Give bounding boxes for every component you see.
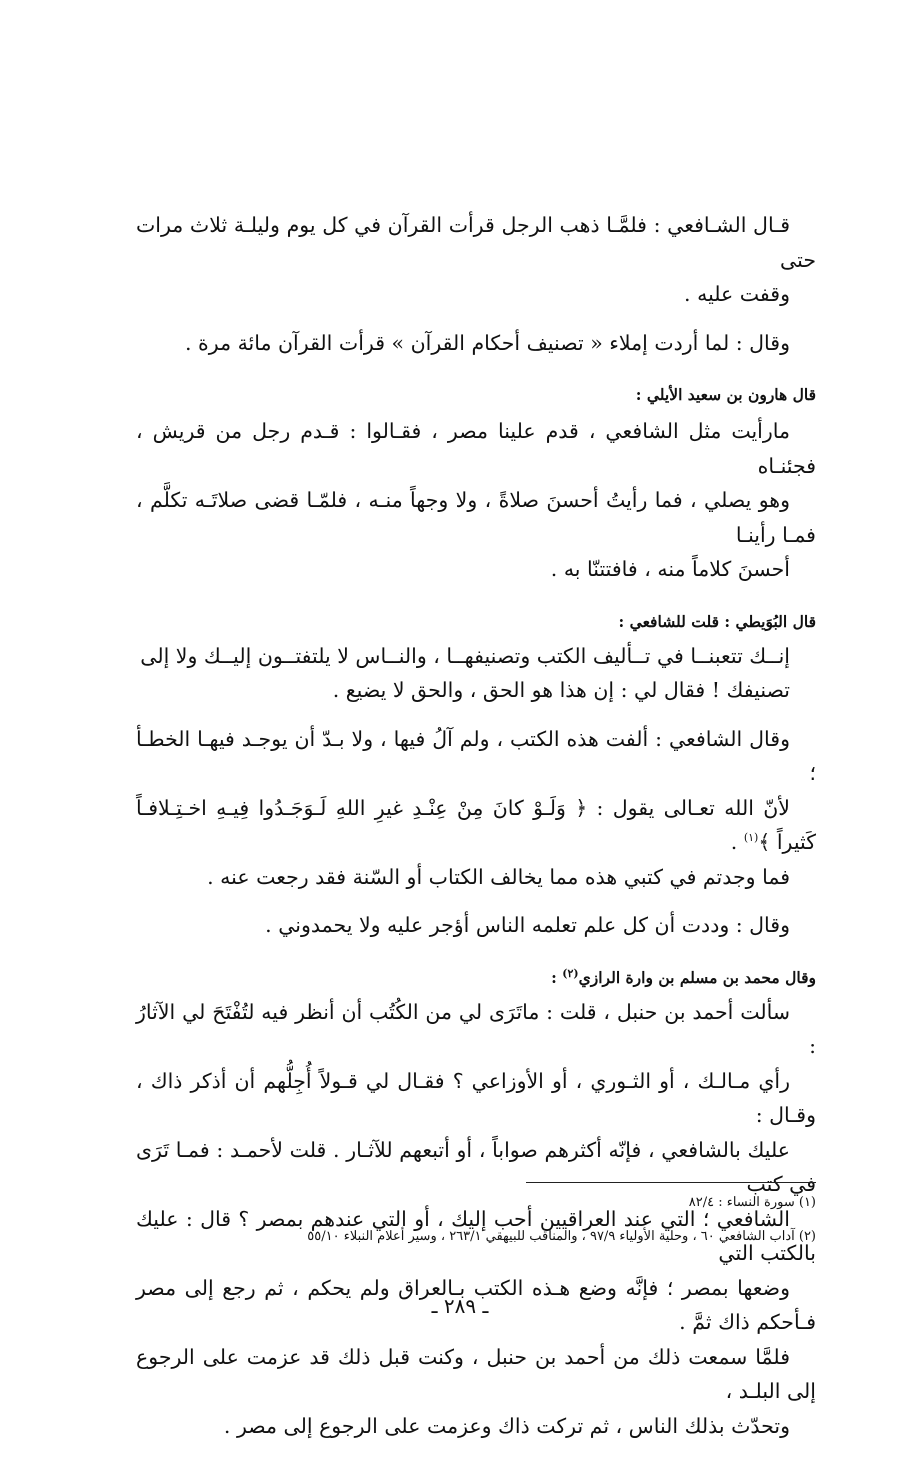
footnotes	[116, 1186, 816, 1254]
page-number: ـ ٢٨٩ ـ	[431, 1294, 489, 1318]
text-line: عليك بالشافعي ، فإنّه أكثرهم صواباً ، أو أتبعهم للآثـار . قلت لأحمـد : فمـا تَرَى في كتب	[136, 1137, 816, 1196]
text-line: فما وجدتم في كتبي هذه مما يخالف الكتاب أو السّنة فقد رجعت عنه .	[207, 864, 790, 889]
paragraph-buwayti	[136, 639, 816, 708]
main-text	[136, 208, 816, 1443]
text-line: رأي مـالـك ، أو الثـوري ، أو الأوزاعي ؟ فقـال لي قـولاً أُجِلُّهم أن أذكر ذاك ، وقـال :	[136, 1068, 816, 1127]
text-line: مارأيت مثل الشافعي ، قدم علينا مصر ، فقـالوا : قـدم رجل من قريش ، فجئنـاه	[136, 419, 816, 478]
line-end: .	[730, 830, 744, 854]
text-line	[136, 791, 816, 860]
text-line: سألت أحمد بن حنبل ، قلت : ماتَرَى لي من الكُتُب أن أنظر فيه لتُفْتَحَ لي الآثارُ :	[136, 999, 816, 1058]
paragraph-shafii-quran	[136, 208, 816, 312]
heading-harun: قال هارون بن سعيد الأيلي :	[635, 385, 816, 404]
paragraph-shafii-books	[136, 722, 816, 895]
footnote-divider	[526, 1182, 816, 1183]
heading-ibn-wara	[136, 965, 816, 991]
text-line: وقال : وددت أن كل علم تعلمه الناس أؤجر عليه ولا يحمدوني .	[265, 913, 790, 937]
paragraph-ahkam-quran	[136, 326, 816, 361]
heading-end: :	[551, 967, 563, 987]
text-line: وضعها بمصر ؛ فإنَّه وضع هـذه الكتب بـالعراق ولم يحكم ، ثم رجع إلى مصر فـأحكم ذاك ثمَّ .	[136, 1275, 816, 1334]
text-line: وتحدّث بذلك الناس ، ثم تركت ذاك وعزمت على الرجوع إلى مصر .	[223, 1413, 790, 1438]
text-line: وهو يصلي ، فما رأيتُ أحسنَ صلاةً ، ولا وجهاً منـه ، فلمّـا قضى صلاتَـه تكلَّم ، فمـا رأينـا	[136, 488, 816, 547]
text-line: الشافعي ؛ التي عند العراقيين أحب إليك ، أو التي عندهم بمصر ؟ قال : عليك بالكتب التي	[136, 1206, 816, 1265]
quran-verse-line: لأنّ الله تعـالى يقول : ﴿ وَلَـوْ كانَ مِنْ عِنْـدِ غيرِ اللهِ لَـوَجَـدُوا فِيـهِ اخـتِـلافـاً كَثيراً ﴾	[136, 795, 816, 854]
footnote-1: (١) سورة النساء : ٨٢/٤	[688, 1195, 816, 1210]
text-line: إنــك تتعبنــا في تــأليف الكتب وتصنيفهــا ، والنــاس لا يلتفتــون إليــك ولا إلى	[140, 643, 790, 668]
text-line: قـال الشـافعي : فلمَّـا ذهب الرجل قرأت القرآن في كل يوم وليلـة ثلاث مرات حتى	[136, 213, 816, 272]
paragraph-harun	[136, 414, 816, 587]
heading-buwayti: قال البُوَيطي : قلت للشافعي :	[618, 611, 816, 631]
heading-text: وقال محمد بن مسلم بن وارة الرازي	[578, 967, 816, 987]
footnote-2: (٢) آداب الشافعي ٦٠ ، وحلية الأولياء ٩٧/٩ ، والمناقب للبيهقي ٢٦٣/١ ، وسير أعلام النبلاء ٥٥/١٠	[307, 1229, 816, 1244]
text-line: تصنيفك ! فقال لي : إن هذا هو الحق ، والحق لا يضيع .	[332, 678, 790, 702]
text-line: وقال الشافعي : ألفت هذه الكتب ، ولم آلُ فيها ، ولا بـدّ أن يوجـد فيهـا الخطـأ ؛	[136, 726, 816, 785]
text-line: وقفت عليه .	[684, 282, 790, 306]
footnote-ref-1: (١)	[743, 831, 759, 845]
text-line: فلمَّا سمعت ذلك من أحمد بن حنبل ، وكنت قبل ذلك قد عزمت على الرجوع إلى البلـد ،	[136, 1344, 816, 1403]
text-line: أحسنَ كلاماً منه ، فافتتنّا به .	[550, 557, 790, 581]
text-line: وقال : لما أردت إملاء « تصنيف أحكام القرآن » قرأت القرآن مائة مرة .	[184, 330, 790, 355]
footnote-ref-2: (٢)	[562, 966, 579, 980]
paragraph-wadidtu	[136, 908, 816, 943]
